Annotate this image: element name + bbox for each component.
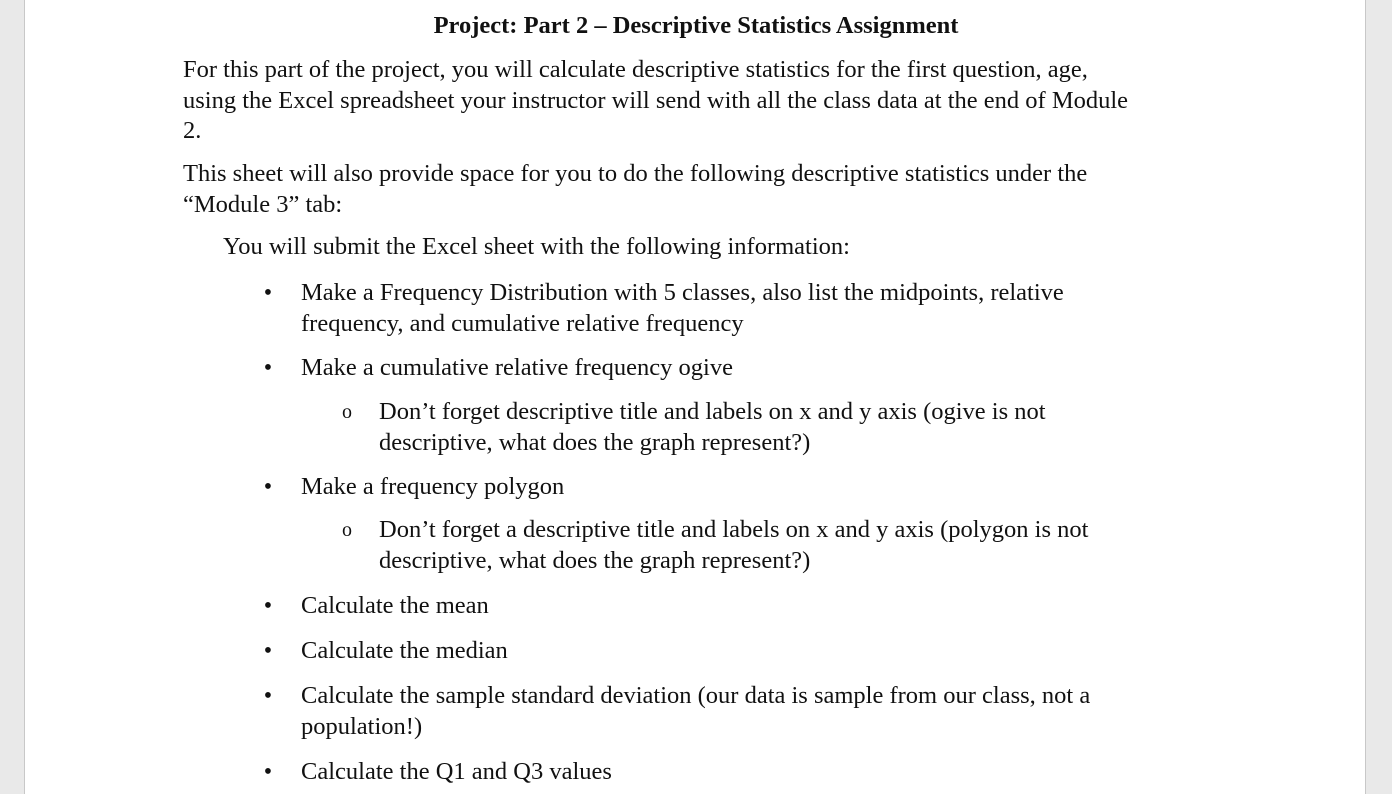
list-item-text: Calculate the mean	[301, 592, 489, 619]
list-item-text	[301, 278, 1161, 339]
list-item-text: Calculate the Q1 and Q3 values	[301, 758, 612, 785]
bullet-icon: •	[263, 280, 273, 306]
submit-intro: You will submit the Excel sheet with the following information:	[223, 233, 850, 260]
paragraph-line: For this part of the project, you will calculate descriptive statistics for the first question, age,	[183, 56, 1088, 83]
list-item-line: frequency, and cumulative relative frequency	[301, 309, 744, 337]
bullet-icon: •	[263, 638, 273, 664]
bullet-icon: •	[263, 474, 273, 500]
bullet-icon: •	[263, 593, 273, 619]
intro-paragraph	[183, 55, 1223, 147]
list-item-line: Make a Frequency Distribution with 5 classes, also list the midpoints, relative	[301, 279, 1064, 306]
list-item-text: Make a cumulative relative frequency ogive	[301, 354, 733, 381]
bullet-icon: •	[263, 759, 273, 785]
list-item-text: Calculate the median	[301, 637, 508, 664]
paragraph-line: “Module 3” tab:	[183, 190, 343, 218]
hollow-bullet-icon: o	[342, 401, 352, 423]
module-paragraph	[183, 159, 1223, 220]
sub-list-item-text	[379, 515, 1169, 576]
document-page	[24, 0, 1366, 794]
paragraph-line: 2.	[183, 117, 202, 144]
sub-list-item-text	[379, 397, 1169, 458]
sub-list-item-line: Don’t forget a descriptive title and labels on x and y axis (polygon is not	[379, 516, 1089, 543]
paragraph-line: This sheet will also provide space for you to do the following descriptive statistics under the	[183, 160, 1088, 187]
hollow-bullet-icon: o	[342, 519, 352, 541]
sub-list-item-line: Don’t forget descriptive title and labels on x and y axis (ogive is not	[379, 398, 1046, 425]
list-item-text	[301, 681, 1161, 742]
document-title: Project: Part 2 – Descriptive Statistics Assignment	[433, 12, 959, 39]
paragraph-line: using the Excel spreadsheet your instructor will send with all the class data at the end of Module	[183, 86, 1129, 114]
sub-list-item-line: descriptive, what does the graph represent?)	[379, 546, 811, 574]
list-item-text: Make a frequency polygon	[301, 473, 565, 500]
bullet-icon: •	[263, 355, 273, 381]
list-item-line: Calculate the sample standard deviation (our data is sample from our class, not a	[301, 682, 1091, 709]
bullet-icon: •	[263, 683, 273, 709]
list-item-line: population!)	[301, 712, 423, 740]
sub-list-item-line: descriptive, what does the graph represent?)	[379, 428, 811, 456]
